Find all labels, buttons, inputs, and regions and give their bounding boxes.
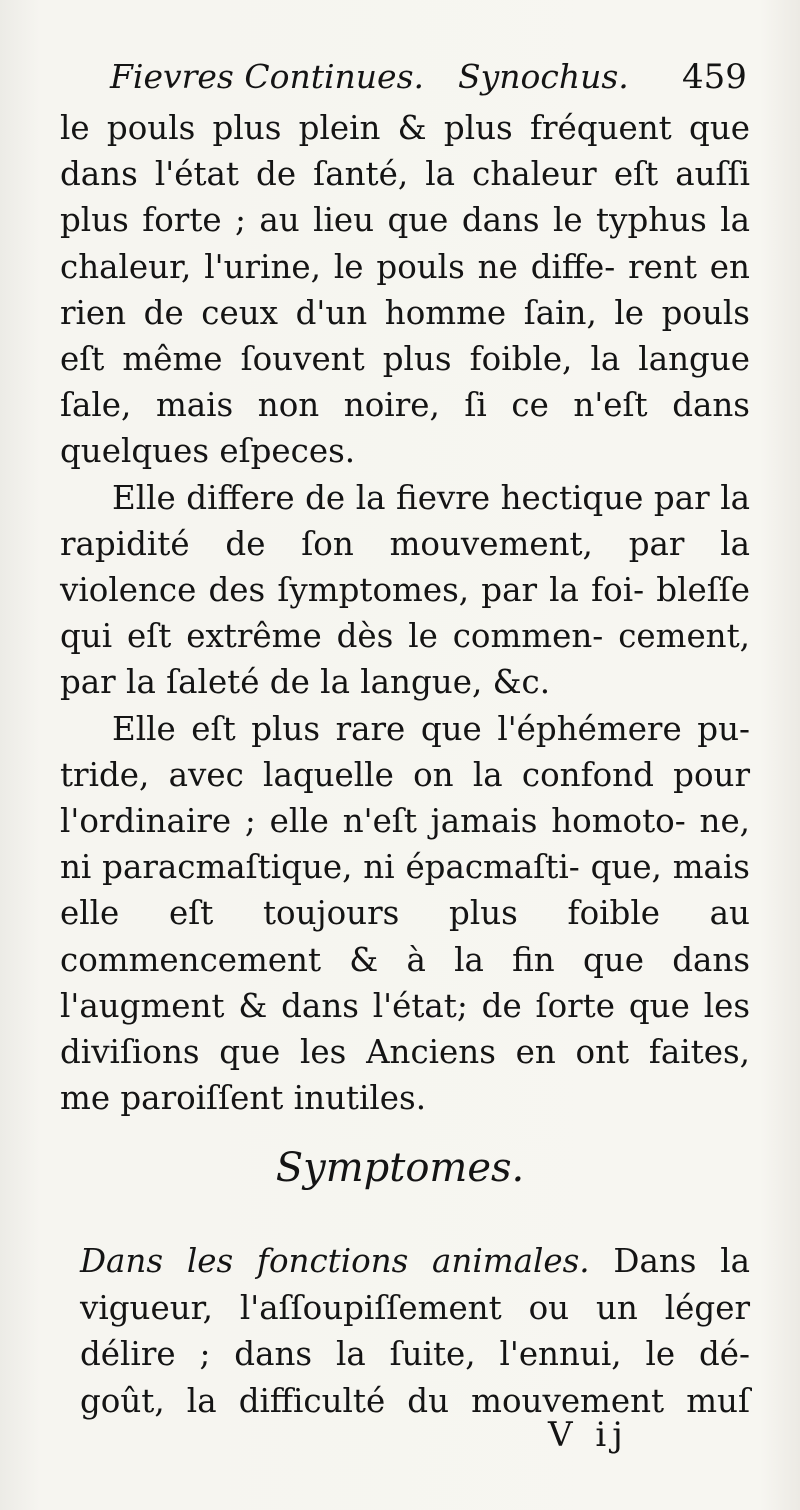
signature-mark: V ij bbox=[548, 1415, 629, 1455]
paragraph-hectic-comparison bbox=[60, 475, 750, 706]
text-line: le pouls eſt même ſouvent plus foible, bbox=[60, 293, 750, 379]
text-line: violence des ſymptomes, par la foi- bbox=[60, 571, 645, 610]
text-line: le pouls plus plein & plus fréquent que bbox=[60, 109, 750, 147]
text-line: Dans la bbox=[589, 1242, 750, 1280]
paragraph-continuation bbox=[60, 105, 750, 475]
text-line: délire ; dans la ſuite, l'ennui, le dé- bbox=[80, 1335, 750, 1373]
section-title: Symptomes. bbox=[275, 1145, 525, 1191]
text-line: rent en rien de ceux d'un homme ſain, bbox=[60, 247, 750, 332]
text-line: les diviſions que les Anciens en ont bbox=[60, 986, 750, 1072]
page-number: 459 bbox=[682, 57, 747, 97]
symptoms-section bbox=[80, 1238, 750, 1424]
running-title: Fievres Continues. bbox=[110, 57, 424, 96]
text-line: que, mais elle eſt toujours plus foible bbox=[60, 848, 750, 933]
text-line: faites, me paroiſſent inutiles. bbox=[60, 1033, 750, 1118]
text-line: la langue ſale, mais non noire, ſi ce bbox=[60, 340, 750, 425]
text-line: vigueur, l'aſſoupiſſement ou un léger bbox=[80, 1288, 750, 1327]
paragraph-ephemeral-comparison bbox=[60, 706, 750, 1122]
text-line: la rapidité de ſon mouvement, par la bbox=[60, 478, 750, 563]
running-head bbox=[110, 52, 750, 102]
text-line: bleſſe qui eſt extrême dès le commen- bbox=[60, 571, 750, 656]
text-line: ne, ni paracmaſtique, ni épacmaſti- bbox=[60, 802, 751, 887]
text-line: goût, la difficulté du mouvement muſ bbox=[80, 1381, 750, 1420]
text-line: au commencement & à la fin que dans bbox=[60, 894, 750, 979]
lead-label: Dans les fonctions animales. bbox=[80, 1242, 590, 1280]
text-line: tride, avec laquelle on la confond pour bbox=[60, 755, 750, 794]
text-line: la chaleur, l'urine, le pouls ne diffe- bbox=[60, 201, 750, 286]
text-line: l'augment & dans l'état; de ſorte que bbox=[60, 986, 690, 1025]
text-line: dans l'état de ſanté, la chaleur eſt auſſi bbox=[60, 155, 750, 194]
text-line: Elle differe de la fievre hectique par bbox=[112, 478, 710, 517]
text-line: l'ordinaire ; elle n'eſt jamais homoto- bbox=[60, 802, 686, 841]
text-line: cement, par la ſaleté de la langue, &c. bbox=[60, 617, 750, 702]
text-line: Elle eſt plus rare que l'éphémere pu- bbox=[112, 709, 750, 748]
text-line: plus forte ; au lieu que dans le typhus bbox=[60, 201, 707, 240]
paragraph-animal-functions bbox=[80, 1238, 750, 1424]
text-line: n'eſt dans quelques eſpeces. bbox=[60, 386, 750, 471]
running-subtitle: Synochus. bbox=[458, 57, 629, 96]
body-text bbox=[60, 105, 750, 1121]
